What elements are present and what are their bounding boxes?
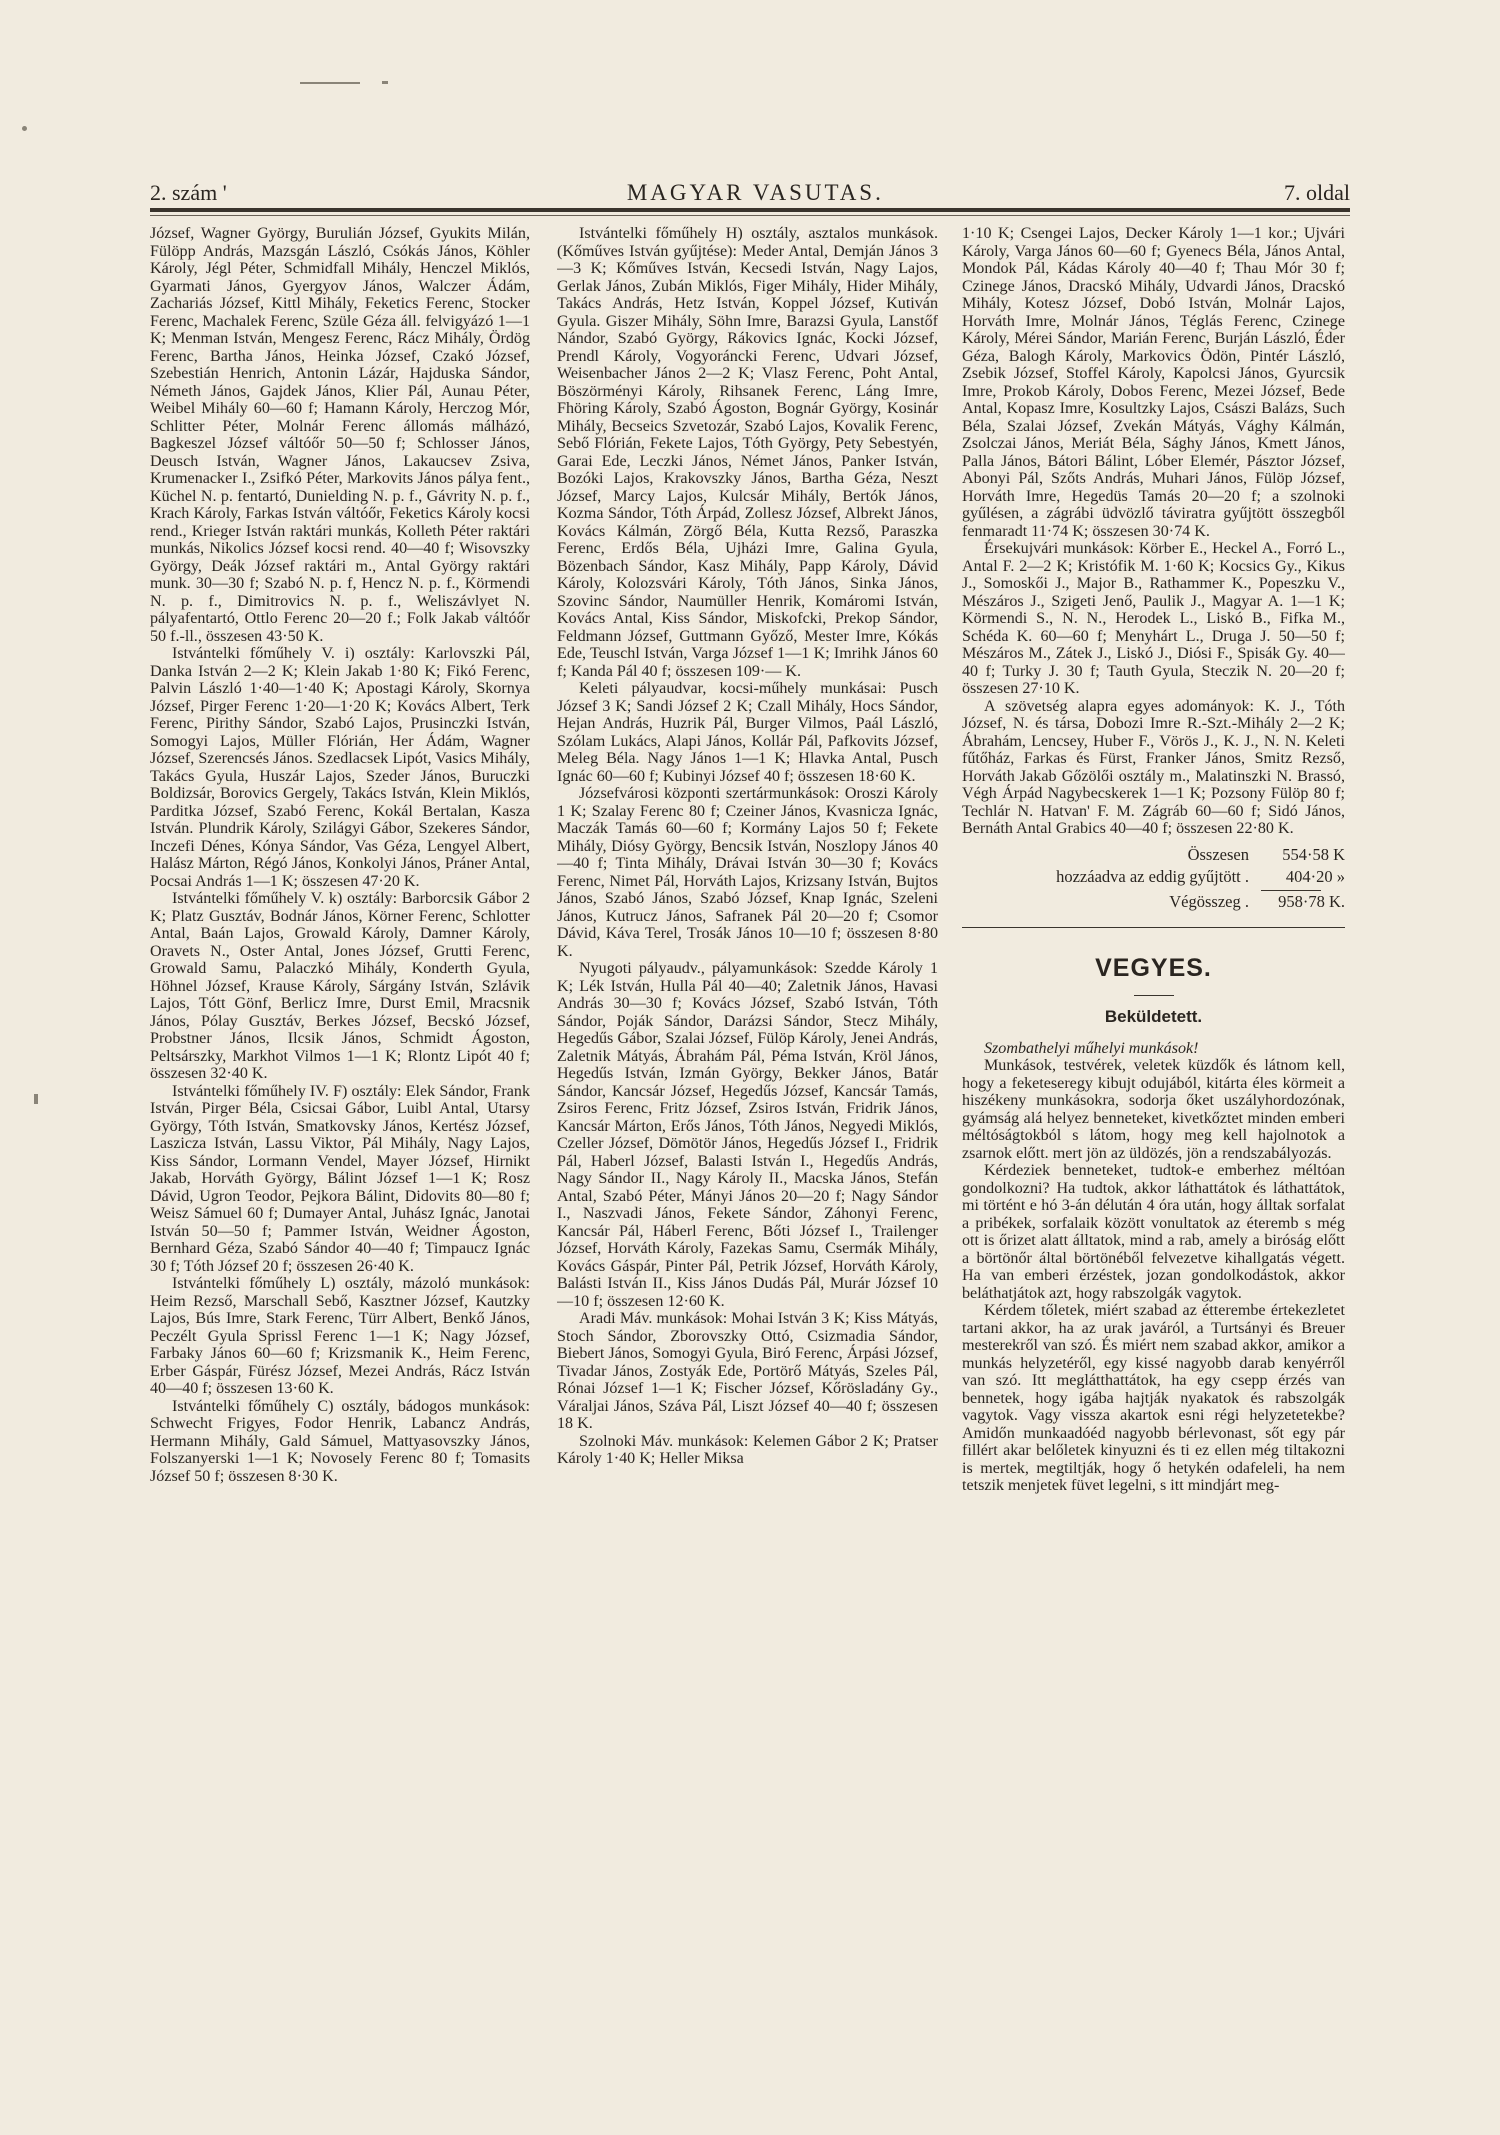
paragraph: Keleti pályaudvar, kocsi-műhely munkásai: Pusch József 3 K; Sandi József 2 K; Czall Mihály, Hocs Sándor, Hejan András, Huzrik Pál, Burger Vilmos, Paál László, Szólam Lukács, Alapi János, Kollár Pál, Pafkovits József, Meleg Béla. Nagy János 1—1 K; Hlavka Antal, Pusch Ignác 60—60 f; Kubinyi József 40 f; összesen 18·60 K.: [557, 680, 938, 785]
article-lead: Szombathelyi műhelyi munkások!: [984, 1039, 1199, 1057]
totals-sum-label: Összesen: [1187, 844, 1249, 864]
totals-sum-value: 554·58 K: [1282, 844, 1345, 864]
paragraph: József, Wagner György, Burulián József, Gyukits Milán, Fülöpp András, Mazsgán László, Csókás János, Köhler Károly, Jégl Péter, Schmidfall Mihály, Henczel Miklós, Gyarmati János, Gyergyov János, Walczer Ádám, Zachariás József, Kittl Mihály, Feketics Ferenc, Stocker Ferenc, Machalek Ferenc, Szüle Géza áll. felvigyázó 1—1 K; Menman István, Mengesz Ferenc, Rácz Mihály, Ördög Ferenc, Bartha János, Heinka József, Czakó József, Szebestián Henrich, Antonin Lázár, Hajduska Sándor, Németh János, Gajdek János, Klier Pál, Aunau Péter, Weibel Mihály 60—60 f; Hamann Károly, Herczog Mór, Schlitter Péter, Molnár Ferenc állomás málházó, Bagkeszel József váltóőr 50—50 f; Schlosser János, Deusch István, Wagner János, Lakaucsev Zsiva, Krumenacker I., Zsifkó Péter, Markovits János pálya fent., Küchel N. p. fentartó, Dunielding N. p. f., Gávrity N. p. f., Krach Károly, Farkas István váltóőr, Feketics Károly kocsi rend., Krieger István raktári munkás, Kolleth Péter raktári munkás, Nikolics József kocsi rend. 40—40 f; Wisovszky György, Deák József raktári m., Antal György raktári munk. 30—30 f; Szabó N. p. f, Hencz N. p. f., Körmendi N. p. f., Dimitrovics N. p. f., Weliszávlyet N. pályafentartó, Ottlo Ferenc 20—20 f.; Folk Jakab váltóőr 50 f.-ll., összesen 43·50 K.: [150, 225, 530, 645]
paragraph: Szolnoki Máv. munkások: Kelemen Gábor 2 K; Pratser Károly 1·40 K; Heller Miksa: [557, 1432, 938, 1467]
title-rule: [1134, 995, 1174, 996]
paragraph: Józsefvárosi központi szertármunkások: Oroszi Károly 1 K; Szalay Ferenc 80 f; Czeiner János, Kvasnicza Ignác, Maczák Tamás 60—60 f; Kormány Lajos 50 f; Fekete Mihály, Diósy György, Bencsik István, Noszlopy János 40—40 f; Tinta Mihály, Drávai István 30—30 f; Kovács Ferenc, Nimet Pál, Horváth Lajos, Krizsany István, Bujtos János, Szabó János, Szabó József, Knap Ignác, Szeleni János, Kutrucz János, Safranek Pál 20—20 f; Csomor Dávid, Káva Terel, Trosák János 10—10 f; összesen 8·80 K.: [557, 785, 938, 960]
paragraph: Istvántelki főműhely L) osztály, mázoló munkások: Heim Rezső, Marschall Sebő, Kasztner József, Kautzky Lajos, Bús Imre, Stark Ferenc, Türr Albert, Benkő János, Peczélt Gyula Sprissl Ferenc 1—1 K; Nagy József, Farbaky János 60—60 f; Krizsmanik K., Heim Ferenc, Erber Gáspár, Fürész József, Mezei András, Rácz István 40—40 f; összesen 13·60 K.: [150, 1275, 530, 1397]
totals-block: [962, 844, 1345, 913]
totals-added-value: 404·20 »: [1285, 866, 1345, 886]
scan-mark-top-2: [382, 81, 388, 84]
column-3: [962, 225, 1345, 2105]
totals-added-label: hozzáadva az eddig gyűjtött .: [1056, 866, 1249, 886]
totals-final-value: 958·78 K.: [1278, 891, 1345, 911]
paragraph: 1·10 K; Csengei Lajos, Decker Károly 1—1 kor.; Ujvári Károly, Varga János 60—60 f; Gyenecs Béla, János Antal, Mondok Pál, Kádas Károly 40—40 f; Thau Mór 30 f; Czinege János, Dracskó Mihály, Udvardi János, Dracskó Mihály, Kotesz József, Dobó István, Molnár Lajos, Horváth Imre, Molnár János, Téglás Ferenc, Czinege Károly, Mérei Sándor, Marián Ferenc, Burján László, Éder Géza, Balogh Károly, Markovics Ödön, Pintér László, Zsebik József, Stoffel Károly, Kapolcsi János, Gyurcsik Imre, Prokob Károly, Dobos Ferenc, Mezei József, Bede Antal, Kopasz Imre, Kosultzky Lajos, Császi Balázs, Such Béla, Szalai József, Zvekán Mátyás, Vághy Kálmán, Zsolczai János, Meriát Béla, Sághy János, Kmett János, Palla János, Bátori Bálint, Lóber Elemér, Pásztor József, Abonyi Pál, Szőts András, Muhari János, Fülöp József, Horváth Imre, Hegedüs Tamás 20—20 f; a szolnoki gyűlésen, a zágrábi üdvözlő táviratra gyűjtött összegből fenmaradt 11·74 K; összesen 30·74 K.: [962, 225, 1345, 540]
paragraph: Istvántelki főműhely V. k) osztály: Barborcsik Gábor 2 K; Platz Gusztáv, Bodnár János, Körner Ferenc, Schlotter Antal, Baán Lajos, Growald Károly, Damner Károly, Oravets N., Oster Antal, Jones József, Grutti Ferenc, Growald Samu, Palaczkó Mihály, Konderth Gyula, Höhnel József, Krause Károly, Sárgány István, Szlávik Lajos, Tótt Gönf, Berlicz Imre, Durst Emil, Mracsnik János, Pólay Gusztáv, Berkes József, Becskó József, Probstner János, Ilcsik János, Schmidt Ágoston, Peltsárszky, Markhot Vilmos 1—1 K; Rlontz Lipót 40 f; összesen 32·40 K.: [150, 890, 530, 1082]
header-rule-thin: [150, 215, 1350, 216]
page-number: 7. oldal: [1283, 180, 1350, 205]
paragraph: Istvántelki főműhely V. i) osztály: Karlovszki Pál, Danka István 2—2 K; Klein Jakab 1·80 K; Fikó Ferenc, Palvin László 1·40—1·40 K; Apostagi Károly, Skornya József, Pirger Ferenc 1·20—1·20 K; Kovács Albert, Terk Ferenc, Pirithy Sándor, Szabó Lajos, Prusinczki István, Somogyi Lajos, Müller Flórián, Her Ádám, Wagner József, Szerencsés János. Szedlacsek Lipót, Vasics Mihály, Takács Gyula, Huszár Lajos, Szeder János, Buruczki Boldizsár, Borovics Gergely, Takács István, Klein Miklós, Parditka József, Szabó Ferenc, Kokál Bertalan, Kasza István. Plundrik Károly, Szilágyi Gábor, Szekeres Sándor, Inczefi Dénes, Kónya Sándor, Vas Géza, Lengyel Albert, Halász Márton, Régó János, Konkolyi János, Práner Antal, Pocsai András 1—1 K; összesen 47·20 K.: [150, 645, 530, 890]
paragraph: Aradi Máv. munkások: Mohai István 3 K; Kiss Mátyás, Stoch Sándor, Zborovszky Ottó, Csizmadia Sándor, Biebert János, Somogyi Gyula, Biró Ferenc, Árpási József, Tivadar János, Zostyák Ede, Portörő Mátyás, Szeles Pál, Rónai József 1—1 K; Fischer József, Kőrösladány Gy., Váraljai János, Száva Pál, Liszt József 40—40 f; összesen 18 K.: [557, 1310, 938, 1432]
paragraph: A szövetség alapra egyes adományok: K. J., Tóth József, N. és társa, Dobozi Imre R.-Szt.-Mihály 2—2 K; Ábrahám, Lencsey, Huber F., Vörös J., K. J., N. N. Keleti fűtőház, Farkas és Fürst, Franker János, Smitz Rezső, Horváth Jakab Gőzölői osztály m., Malatinszki N. Brassó, Végh Árpád Nagybecskerek 1—1 K; Pozsony Fülöp 80 f; Techlár N. Hatvan' F. M. Zágráb 60—60 f; Sidó János, Bernáth Antal Grabics 40—40 f; összesen 22·80 K.: [962, 697, 1345, 837]
header-rule: [150, 208, 1350, 212]
paragraph: Munkások, testvérek, veletek küzdők és látnom kell, hogy a feketeseregy kibujt odujából, kitárta éles körmeit a hiszékeny munkásokra, sodorja őket uszályhordozónak, gyámság alá helyez benneteket, kivetkőztet minden emberi méltóságtokból s látom, hogy meg kell hajolnotok a zsarnok előtt. mert jön az üldözés, jön a rendszabályozás.: [962, 1057, 1345, 1162]
totals-row-added: [962, 866, 1345, 888]
page-header: [150, 176, 1350, 206]
scan-mark-left: [22, 126, 27, 131]
totals-row-sum: [962, 844, 1345, 866]
column-1: [150, 225, 530, 2105]
paragraph: Istvántelki főműhely H) osztály, asztalos munkások. (Kőműves István gyűjtése): Meder Antal, Demján János 3—3 K; Kőműves István, Kecsedi István, Nagy Lajos, Gerlak János, Zubán Miklós, Figer Mihály, Hider Mihály, Takács András, Hetz István, Koppel József, Kutiván Gyula. Giszer Mihály, Söhn Imre, Barazsi Gyula, Lanstőf Nándor, Szabó György, Rákovics Ignác, Kocki József, Prendl Károly, Vogyoráncki Ferenc, Udvari József, Weisenbacher János 2—2 K; Vlasz Ferenc, Poht Antal, Böszörményi Károly, Rihsanek Ferenc, Láng Imre, Fhöring Károly, Szabó Ágoston, Bognár György, Kosinár Mihály, Becseics Szvetozár, Szabó Lajos, Kovalik Ferenc, Sebő Flórián, Fekete Lajos, Tóth György, Pety Sebestyén, Garai Ede, Leczki János, Német János, Panker István, Bozóki Lajos, Krakovszky János, Bartha Géza, Neszt József, Marcy Lajos, Kulcsár Mihály, Bertók János, Kozma Sándor, Tóth Árpád, Zollesz József, Albrekt János, Kovács Kálmán, Zörgő Béla, Kutta Rezső, Paraszka Ferenc, Erdős Béla, Ujházi Imre, Galina Gyula, Bözenbach Sándor, Kasz Mihály, Papp Károly, Dávid Károly, Kolozsvári Károly, Tóth János, Sinka János, Szovinc Sándor, Naumüller Henrik, Komáromi István, Kovács Antal, Kiss Sándor, Miskofcki, Prekop Sándor, Feldmann József, Guttmann Győző, Mester Imre, Kókás Ede, Teuschl István, Varga József 1—1 K; Imrihk János 60 f; Kanda Pál 40 f; összesen 109·— K.: [557, 225, 938, 680]
section-title: VEGYES.: [1095, 953, 1212, 982]
scan-mark-left-2: [34, 1094, 38, 1104]
paragraph: Kérdem tőletek, miért szabad az étterembe értekezletet tartani akkor, ha az urak javáról, a Turtsányi és Breuer mesterekről van szó. És miért nem szabad akkor, amikor a munkás helyzetéről, egy kissé nagyobb darab kenyérről van szó. Itt meglátthattátok, ha egy csepp érzés van bennetek, hogy igába hajtják nyakatok és rabszolgák vagytok. Vagy vissza akartok esni régi helyzetetekbe? Amidőn munkaadóéd nagyobb bérlevonast, sőt egy pár fillért akar belőletek kinyuzni és ti ez ellen még tiltakozni is mertek, megtiltják, hogy ő hetykén odafeleli, ha nem tetszik menjetek füvet legelni, s itt mindjárt meg-: [962, 1302, 1345, 1494]
totals-row-final: [962, 891, 1345, 913]
article-subtitle: Beküldetett.: [1104, 1007, 1203, 1026]
newspaper-title: MAGYAR VASUTAS.: [626, 180, 884, 205]
column-2: [557, 225, 938, 2105]
paragraph: Érsekujvári munkások: Körber E., Heckel A., Forró L., Antal F. 2—2 K; Kristófik M. 1·60 K; Kocsics Gy., Kikus J., Somoskői J., Major B., Rathammer K., Popeszku V., Mészáros J., Szigeti Jenő, Paulik J., Magyar A. 1—1 K; Körmendi S., N. N., Herodek L., Liskó B., Fifka M., Schéda K. 60—60 f; Menyhárt L., Druga J. 50—50 f; Mészáros M., Zátek J., Liskó J., Diósi F., Spisák Gy. 40—40 f; Turky J. 30 f; Tauth Gyula, Steczik N. 20—20 f; összesen 27·10 K.: [962, 540, 1345, 697]
paragraph: Istvántelki főműhely C) osztály, bádogos munkások: Schwecht Frigyes, Fodor Henrik, Labancz András, Hermann Mihály, Gald Sámuel, Mattyasovszky János, Folszanyerski 1—1 K; Novosely Ferenc 80 f; Tomasits József 50 f; összesen 8·30 K.: [150, 1397, 530, 1485]
issue-number: 2. szám ': [150, 180, 227, 205]
totals-final-label: Végösszeg .: [1169, 891, 1249, 911]
paragraph: Kérdeziek benneteket, tudtok-e emberhez méltóan gondolkozni? Ha tudtok, akkor láthattátok és láthattátok, mi történt e hó 3-án délután 4 óra után, hogy álltak sorfalat a pribékek, sorfalaik között vonultatok az éteremb s még ott is őrizet alatt álltatok, mind a rab, amely a biróság előtt a börtönőr által börtönéből felvezetve kihallgatás végett. Ha van emberi érzéstek, jozan gondolkodástok, akkor beláthatjátok azt, hogy rabszolgák vagytok.: [962, 1162, 1345, 1302]
paragraph: Istvántelki főműhely IV. F) osztály: Elek Sándor, Frank István, Pirger Béla, Csicsai Gábor, Luibl Antal, Utarsy György, Tóth István, Smatkovsky János, Kertész József, Laszicza István, Lassu Viktor, Pál Mihály, Nagy Lajos, Kiss Sándor, Lormann Vendel, Mayer József, Hirnikt Jakab, Horváth György, Bálint József 1—1 K; Rosz Dávid, Ugron Teodor, Pejkora Bálint, Didovits 80—80 f; Weisz Sámuel 60 f; Dumayer Antal, Juhász Ignác, Janotai István 50—50 f; Pammer István, Weidner Ágoston, Bernhard Géza, Szabó Sándor 40—40 f; Timpaucz Ignác 30 f; Tóth József 20 f; összesen 26·40 K.: [150, 1082, 530, 1275]
section-divider: [962, 927, 1345, 928]
scan-mark-top: [300, 82, 360, 84]
paragraph: Nyugoti pályaudv., pályamunkások: Szedde Károly 1 K; Lék István, Hulla Pál 40—40; Zaletnik János, Havasi András 30—30 f; Kovács József, Szabó István, Tóth Sándor, Poják Sándor, Darázsi Sándor, Stecz Mihály, Hegedűs Gábor, Szalai József, Fülöp Károly, Jenei András, Zaletnik Mátyás, Ábrahám Pál, Péma István, Kröl János, Hegedűs István, Izmán György, Bekker János, Batár Sándor, Kancsár József, Hegedűs József, Kancsár Tamás, Zsiros Ferenc, Fritz József, Zsiros István, Fridrik János, Kancsár Márton, Erős János, Tóth János, Negyedi Miklós, Czeller József, Dömötör János, Hegedűs József I., Fridrik Pál, Haberl József, Balasti István I., Hegedűs András, Nagy Sándor II., Nagy Károly II., Macska János, Stefán Antal, Szabó Péter, Mányi János 20—20 f; Nagy Sándor I., Naszvadi János, Fekete Sándor, Záhonyi Ferenc, Kancsár Pál, Háberl Ferenc, Bőti József I., Trailenger József, Horváth Károly, Fazekas Samu, Csermák Mihály, Kovács Gáspár, Pinter Pál, Petrik József, Horváth Károly, Balásti István II., Kiss János Dudás Pál, Murár József 10—10 f; összesen 12·60 K.: [557, 960, 938, 1310]
